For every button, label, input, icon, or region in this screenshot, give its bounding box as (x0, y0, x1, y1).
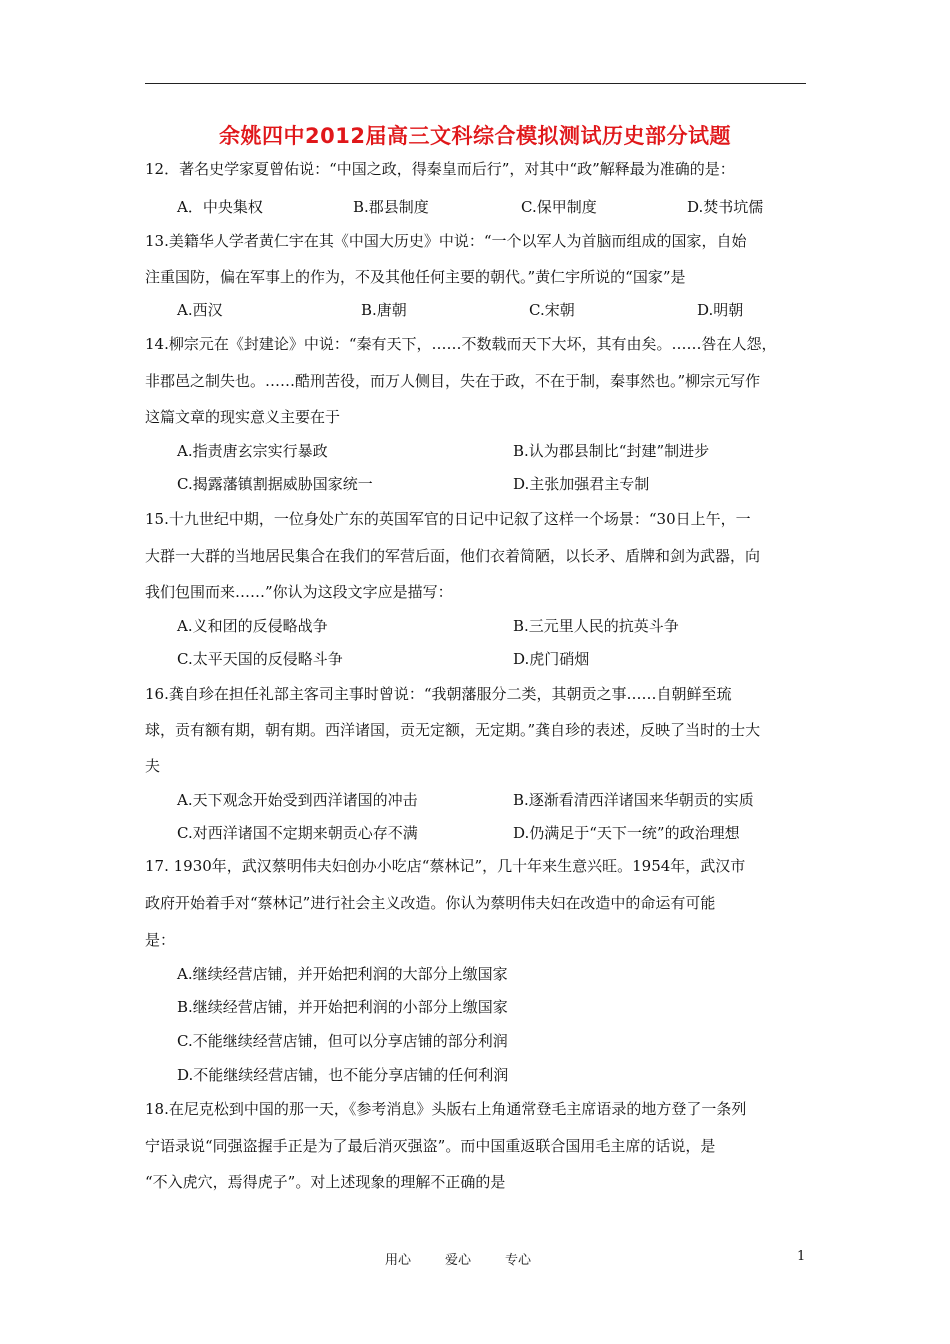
footer-word: 用心 (385, 1253, 412, 1268)
option: D.明朝 (697, 301, 744, 319)
option: B.唐朝 (361, 301, 407, 319)
option: D.主张加强君主专制 (513, 475, 650, 493)
option: D.仍满足于“天下一统”的政治理想 (513, 824, 740, 842)
option: A.继续经营店铺，并开始把利润的大部分上缴国家 (177, 965, 508, 983)
option: A.西汉 (177, 301, 223, 319)
footer-word: 爱心 (445, 1253, 472, 1268)
question-line: 这篇文章的现实意义主要在于 (145, 408, 341, 426)
option: B.三元里人民的抗英斗争 (513, 617, 679, 635)
question-line: 16.龚自珍在担任礼部主客司主事时曾说：“我朝藩服分二类，其朝贡之事……自朝鲜至琉 (145, 685, 732, 703)
option: D.焚书坑儒 (687, 198, 764, 216)
page-title: 余姚四中2012届高三文科综合模拟测试历史部分试题 (219, 124, 731, 148)
option: D.不能继续经营店铺，也不能分享店铺的任何利润 (177, 1066, 509, 1084)
question-line: 球，贡有额有期，朝有期。西洋诸国，贡无定额，无定期。”龚自珍的表述，反映了当时的士大 (145, 721, 761, 739)
option: A.天下观念开始受到西洋诸国的冲击 (177, 791, 418, 809)
question-line: 15.十九世纪中期，一位身处广东的英国军官的日记中记叙了这样一个场景：“30日上午，一 (145, 510, 751, 528)
footer-motto (385, 1249, 565, 1268)
question-line: 宁语录说“同强盗握手正是为了最后消灭强盗”。而中国重返联合国用毛主席的话说，是 (145, 1137, 716, 1155)
footer-word: 专心 (505, 1253, 532, 1268)
option: B.认为郡县制比“封建”制进步 (513, 442, 710, 460)
page-number: 1 (797, 1249, 806, 1264)
option: A.指责唐玄宗实行暴政 (177, 442, 328, 460)
question-line: 注重国防，偏在军事上的作为，不及其他任何主要的朝代。”黄仁宇所说的“国家”是 (145, 268, 686, 286)
option: B.郡县制度 (353, 198, 429, 216)
question-line: “不入虎穴，焉得虎子”。对上述现象的理解不正确的是 (145, 1173, 506, 1191)
question-line: 12．著名史学家夏曾佑说：“中国之政，得秦皇而后行”，对其中“政”解释最为准确的是： (145, 160, 735, 178)
option: A．中央集权 (177, 198, 263, 216)
question-line: 18.在尼克松到中国的那一天，《参考消息》头版右上角通常登毛主席语录的地方登了一条列 (145, 1100, 747, 1118)
option: C.宋朝 (529, 301, 575, 319)
option: D.虎门硝烟 (513, 650, 590, 668)
question-line: 是： (145, 931, 176, 949)
header-rule (145, 83, 806, 84)
option: C.揭露藩镇割据威胁国家统一 (177, 475, 373, 493)
option: C.不能继续经营店铺，但可以分享店铺的部分利润 (177, 1032, 508, 1050)
question-line: 非郡邑之制失也。……酷刑苦役，而万人侧目，失在于政，不在于制，秦事然也。”柳宗元写作 (145, 372, 761, 390)
question-line: 13.美籍华人学者黄仁宇在其《中国大历史》中说：“一个以军人为首脑而组成的国家，自始 (145, 232, 747, 250)
question-line: 我们包围而来……”你认为这段文字应是描写： (145, 583, 453, 601)
question-line: 14.柳宗元在《封建论》中说：“秦有天下，……不数载而天下大坏，其有由矣。……咎在人怨， (145, 335, 777, 353)
option: A.义和团的反侵略战争 (177, 617, 328, 635)
question-line: 17. 1930年，武汉蔡明伟夫妇创办小吃店“蔡林记”，几十年来生意兴旺。1954年，武汉市 (145, 857, 746, 875)
option: B.继续经营店铺，并开始把利润的小部分上缴国家 (177, 998, 508, 1016)
question-line: 政府开始着手对“蔡林记”进行社会主义改造。你认为蔡明伟夫妇在改造中的命运有可能 (145, 894, 716, 912)
question-line: 大群一大群的当地居民集合在我们的军营后面，他们衣着简陋，以长矛、盾牌和剑为武器，向 (145, 547, 761, 565)
option: C.对西洋诸国不定期来朝贡心存不满 (177, 824, 418, 842)
option: C.太平天国的反侵略斗争 (177, 650, 343, 668)
question-line: 夫 (145, 757, 161, 775)
option: C.保甲制度 (521, 198, 597, 216)
option: B.逐渐看清西洋诸国来华朝贡的实质 (513, 791, 754, 809)
